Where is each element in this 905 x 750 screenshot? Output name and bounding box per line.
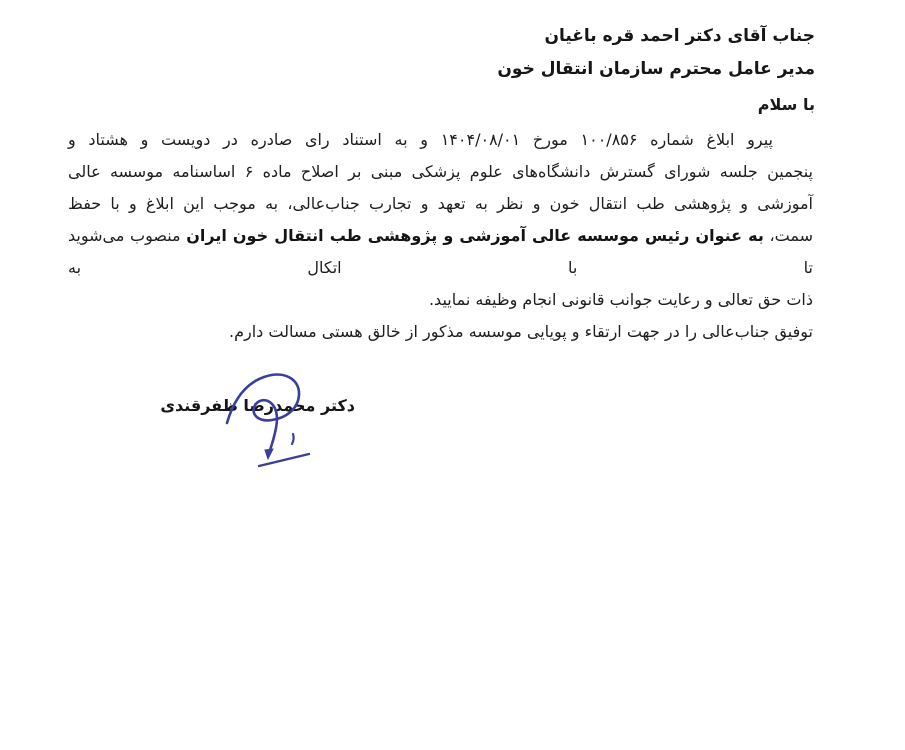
closing-line: توفیق جناب‌عالی را در جهت ارتقاء و پویایی موسسه مذکور از خالق هستی مسالت دارم. [228, 322, 813, 341]
body-line-2: پنجمین جلسه شورای گسترش دانشگاه‌های علوم پزشکی مبنی بر اصلاح ماده ۶ اساسنامه موسسه عالی [68, 162, 813, 181]
appointment-bold-phrase: به عنوان رئیس موسسه عالی آموزشی و پژوهشی طب انتقال خون ایران [186, 226, 764, 245]
signatory-name: دکتر محمدرضا ظفرقندی [160, 396, 355, 415]
handwritten-signature-icon [160, 362, 368, 480]
body-line-5: ذات حق تعالی و رعایت جوانب قانونی انجام وظیفه نمایید. [428, 290, 813, 309]
recipient-name: جناب آقای دکتر احمد قره باغیان [544, 26, 815, 46]
body-line-4-post: منصوب می‌شوید تا با اتکال به [68, 226, 813, 277]
salutation: با سلام [757, 95, 815, 114]
letter-body [68, 124, 813, 348]
signature-block [160, 362, 368, 480]
body-line-4 [68, 220, 813, 284]
body-line-4-pre: سمت، [763, 226, 814, 245]
body-line-1: پیرو ابلاغ شماره ۱۰۰/۸۵۶ مورخ ۱۴۰۴/۰۸/۰۱ و به استناد رای صادره در دویست و هشتاد و [68, 130, 774, 149]
body-line-3: آموزشی و پژوهشی طب انتقال خون و نظر به تعهد و تجارب جناب‌عالی، به موجب این ابلاغ و با حفظ [68, 194, 813, 213]
recipient-title: مدیر عامل محترم سازمان انتقال خون [497, 59, 815, 79]
recipient-block [68, 20, 815, 86]
